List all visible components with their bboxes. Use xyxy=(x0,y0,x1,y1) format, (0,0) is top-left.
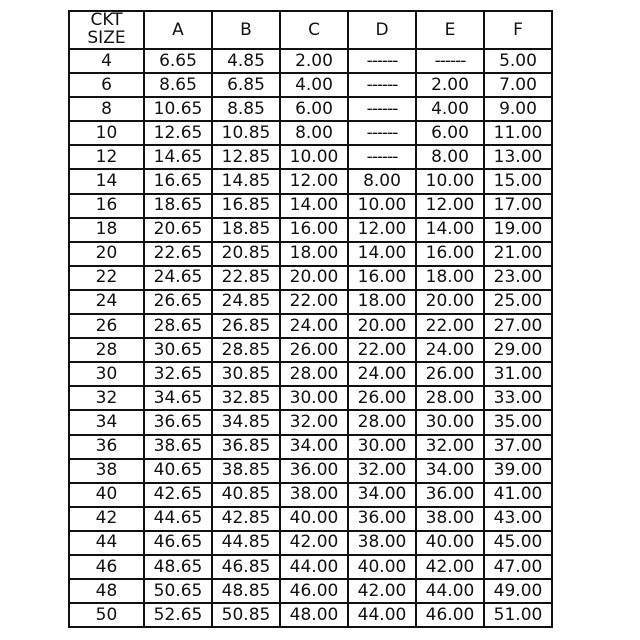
header-d: D xyxy=(348,11,416,49)
cell-e: 28.00 xyxy=(416,386,484,410)
cell-f: 47.00 xyxy=(484,555,552,579)
cell-a: 22.65 xyxy=(144,242,212,266)
cell-c: 22.00 xyxy=(280,290,348,314)
header-c: C xyxy=(280,11,348,49)
cell-ckt-size: 20 xyxy=(69,242,144,266)
table-row xyxy=(69,49,552,73)
table-row xyxy=(69,410,552,434)
cell-f: 17.00 xyxy=(484,194,552,218)
cell-d: ------ xyxy=(348,97,416,121)
table-row xyxy=(69,579,552,603)
cell-a: 28.65 xyxy=(144,314,212,338)
cell-c: 46.00 xyxy=(280,579,348,603)
cell-c: 2.00 xyxy=(280,49,348,73)
cell-c: 16.00 xyxy=(280,218,348,242)
cell-b: 36.85 xyxy=(212,435,280,459)
cell-d: 40.00 xyxy=(348,555,416,579)
cell-a: 26.65 xyxy=(144,290,212,314)
cell-e: 4.00 xyxy=(416,97,484,121)
table-body xyxy=(69,49,552,627)
cell-b: 44.85 xyxy=(212,531,280,555)
cell-e: 34.00 xyxy=(416,459,484,483)
table-row xyxy=(69,483,552,507)
cell-f: 7.00 xyxy=(484,73,552,97)
cell-c: 6.00 xyxy=(280,97,348,121)
table-row xyxy=(69,145,552,169)
table-row xyxy=(69,73,552,97)
cell-d: 16.00 xyxy=(348,266,416,290)
cell-f: 31.00 xyxy=(484,362,552,386)
cell-b: 48.85 xyxy=(212,579,280,603)
cell-f: 25.00 xyxy=(484,290,552,314)
cell-b: 32.85 xyxy=(212,386,280,410)
cell-ckt-size: 22 xyxy=(69,266,144,290)
cell-a: 20.65 xyxy=(144,218,212,242)
cell-c: 44.00 xyxy=(280,555,348,579)
cell-f: 37.00 xyxy=(484,435,552,459)
cell-a: 6.65 xyxy=(144,49,212,73)
cell-b: 50.85 xyxy=(212,603,280,627)
header-size-label: SIZE xyxy=(87,28,126,48)
cell-b: 6.85 xyxy=(212,73,280,97)
dimension-table xyxy=(68,10,553,628)
cell-f: 23.00 xyxy=(484,266,552,290)
cell-a: 50.65 xyxy=(144,579,212,603)
cell-ckt-size: 4 xyxy=(69,49,144,73)
cell-a: 38.65 xyxy=(144,435,212,459)
cell-b: 38.85 xyxy=(212,459,280,483)
table-row xyxy=(69,435,552,459)
cell-c: 42.00 xyxy=(280,531,348,555)
table-row xyxy=(69,338,552,362)
cell-d: 12.00 xyxy=(348,218,416,242)
cell-c: 18.00 xyxy=(280,242,348,266)
cell-a: 46.65 xyxy=(144,531,212,555)
cell-b: 34.85 xyxy=(212,410,280,434)
table-row xyxy=(69,242,552,266)
cell-a: 32.65 xyxy=(144,362,212,386)
cell-e: 46.00 xyxy=(416,603,484,627)
cell-f: 45.00 xyxy=(484,531,552,555)
cell-ckt-size: 32 xyxy=(69,386,144,410)
cell-e: 12.00 xyxy=(416,194,484,218)
cell-c: 24.00 xyxy=(280,314,348,338)
cell-ckt-size: 44 xyxy=(69,531,144,555)
header-e: E xyxy=(416,11,484,49)
cell-e: 6.00 xyxy=(416,121,484,145)
cell-a: 52.65 xyxy=(144,603,212,627)
cell-b: 16.85 xyxy=(212,194,280,218)
cell-a: 18.65 xyxy=(144,194,212,218)
cell-d: 18.00 xyxy=(348,290,416,314)
cell-a: 44.65 xyxy=(144,507,212,531)
cell-f: 9.00 xyxy=(484,97,552,121)
cell-c: 30.00 xyxy=(280,386,348,410)
cell-c: 34.00 xyxy=(280,435,348,459)
cell-b: 46.85 xyxy=(212,555,280,579)
cell-ckt-size: 30 xyxy=(69,362,144,386)
cell-c: 48.00 xyxy=(280,603,348,627)
header-ckt-label: CKT xyxy=(90,11,123,31)
cell-a: 40.65 xyxy=(144,459,212,483)
table-row xyxy=(69,194,552,218)
table-row xyxy=(69,603,552,627)
cell-a: 36.65 xyxy=(144,410,212,434)
cell-d: 38.00 xyxy=(348,531,416,555)
cell-f: 15.00 xyxy=(484,169,552,193)
cell-e: 14.00 xyxy=(416,218,484,242)
cell-ckt-size: 24 xyxy=(69,290,144,314)
header-ckt-size xyxy=(69,11,144,49)
table-row xyxy=(69,290,552,314)
cell-b: 28.85 xyxy=(212,338,280,362)
table-row xyxy=(69,531,552,555)
cell-ckt-size: 40 xyxy=(69,483,144,507)
cell-d: ------ xyxy=(348,73,416,97)
cell-e: 40.00 xyxy=(416,531,484,555)
table-row xyxy=(69,386,552,410)
cell-d: 20.00 xyxy=(348,314,416,338)
cell-d: ------ xyxy=(348,121,416,145)
table-row xyxy=(69,266,552,290)
cell-ckt-size: 48 xyxy=(69,579,144,603)
cell-e: 20.00 xyxy=(416,290,484,314)
cell-ckt-size: 6 xyxy=(69,73,144,97)
cell-e: 24.00 xyxy=(416,338,484,362)
cell-ckt-size: 18 xyxy=(69,218,144,242)
cell-a: 24.65 xyxy=(144,266,212,290)
cell-e: 32.00 xyxy=(416,435,484,459)
cell-d: 28.00 xyxy=(348,410,416,434)
cell-a: 42.65 xyxy=(144,483,212,507)
cell-a: 8.65 xyxy=(144,73,212,97)
cell-b: 22.85 xyxy=(212,266,280,290)
cell-ckt-size: 14 xyxy=(69,169,144,193)
cell-f: 39.00 xyxy=(484,459,552,483)
cell-b: 4.85 xyxy=(212,49,280,73)
cell-e: 42.00 xyxy=(416,555,484,579)
cell-c: 40.00 xyxy=(280,507,348,531)
header-a: A xyxy=(144,11,212,49)
cell-f: 5.00 xyxy=(484,49,552,73)
cell-e: 44.00 xyxy=(416,579,484,603)
cell-a: 10.65 xyxy=(144,97,212,121)
cell-f: 21.00 xyxy=(484,242,552,266)
cell-c: 12.00 xyxy=(280,169,348,193)
cell-d: 14.00 xyxy=(348,242,416,266)
cell-f: 19.00 xyxy=(484,218,552,242)
cell-b: 14.85 xyxy=(212,169,280,193)
cell-f: 41.00 xyxy=(484,483,552,507)
cell-d: 44.00 xyxy=(348,603,416,627)
cell-ckt-size: 50 xyxy=(69,603,144,627)
cell-e: 2.00 xyxy=(416,73,484,97)
cell-c: 38.00 xyxy=(280,483,348,507)
cell-d: 8.00 xyxy=(348,169,416,193)
table-row xyxy=(69,121,552,145)
cell-ckt-size: 38 xyxy=(69,459,144,483)
cell-d: 10.00 xyxy=(348,194,416,218)
cell-e: 18.00 xyxy=(416,266,484,290)
cell-ckt-size: 26 xyxy=(69,314,144,338)
cell-ckt-size: 46 xyxy=(69,555,144,579)
cell-e: 22.00 xyxy=(416,314,484,338)
cell-c: 20.00 xyxy=(280,266,348,290)
cell-ckt-size: 42 xyxy=(69,507,144,531)
cell-d: 30.00 xyxy=(348,435,416,459)
table-row xyxy=(69,507,552,531)
table-row xyxy=(69,218,552,242)
cell-a: 14.65 xyxy=(144,145,212,169)
cell-b: 8.85 xyxy=(212,97,280,121)
table-row xyxy=(69,169,552,193)
table-row xyxy=(69,459,552,483)
cell-b: 10.85 xyxy=(212,121,280,145)
cell-ckt-size: 16 xyxy=(69,194,144,218)
header-b: B xyxy=(212,11,280,49)
cell-c: 14.00 xyxy=(280,194,348,218)
cell-e: ------ xyxy=(416,49,484,73)
cell-ckt-size: 36 xyxy=(69,435,144,459)
cell-c: 26.00 xyxy=(280,338,348,362)
header-f: F xyxy=(484,11,552,49)
cell-b: 20.85 xyxy=(212,242,280,266)
cell-e: 26.00 xyxy=(416,362,484,386)
cell-b: 26.85 xyxy=(212,314,280,338)
cell-e: 38.00 xyxy=(416,507,484,531)
cell-b: 12.85 xyxy=(212,145,280,169)
table-row xyxy=(69,362,552,386)
cell-a: 34.65 xyxy=(144,386,212,410)
cell-b: 40.85 xyxy=(212,483,280,507)
cell-ckt-size: 8 xyxy=(69,97,144,121)
cell-f: 33.00 xyxy=(484,386,552,410)
cell-ckt-size: 34 xyxy=(69,410,144,434)
cell-f: 49.00 xyxy=(484,579,552,603)
cell-b: 18.85 xyxy=(212,218,280,242)
cell-b: 30.85 xyxy=(212,362,280,386)
cell-d: ------ xyxy=(348,145,416,169)
cell-c: 32.00 xyxy=(280,410,348,434)
cell-b: 42.85 xyxy=(212,507,280,531)
cell-d: 22.00 xyxy=(348,338,416,362)
cell-f: 43.00 xyxy=(484,507,552,531)
cell-b: 24.85 xyxy=(212,290,280,314)
cell-d: 42.00 xyxy=(348,579,416,603)
cell-d: 34.00 xyxy=(348,483,416,507)
header-row xyxy=(69,11,552,49)
cell-a: 48.65 xyxy=(144,555,212,579)
cell-d: 32.00 xyxy=(348,459,416,483)
table-row xyxy=(69,314,552,338)
cell-f: 35.00 xyxy=(484,410,552,434)
cell-d: 24.00 xyxy=(348,362,416,386)
cell-f: 27.00 xyxy=(484,314,552,338)
cell-f: 11.00 xyxy=(484,121,552,145)
cell-e: 8.00 xyxy=(416,145,484,169)
cell-f: 51.00 xyxy=(484,603,552,627)
cell-e: 36.00 xyxy=(416,483,484,507)
cell-a: 12.65 xyxy=(144,121,212,145)
cell-e: 16.00 xyxy=(416,242,484,266)
cell-ckt-size: 28 xyxy=(69,338,144,362)
table-row xyxy=(69,97,552,121)
cell-a: 30.65 xyxy=(144,338,212,362)
cell-c: 28.00 xyxy=(280,362,348,386)
cell-a: 16.65 xyxy=(144,169,212,193)
cell-c: 8.00 xyxy=(280,121,348,145)
cell-c: 36.00 xyxy=(280,459,348,483)
cell-f: 29.00 xyxy=(484,338,552,362)
cell-c: 10.00 xyxy=(280,145,348,169)
table-row xyxy=(69,555,552,579)
cell-f: 13.00 xyxy=(484,145,552,169)
cell-d: 26.00 xyxy=(348,386,416,410)
cell-ckt-size: 12 xyxy=(69,145,144,169)
cell-c: 4.00 xyxy=(280,73,348,97)
cell-d: 36.00 xyxy=(348,507,416,531)
cell-ckt-size: 10 xyxy=(69,121,144,145)
cell-d: ------ xyxy=(348,49,416,73)
cell-e: 30.00 xyxy=(416,410,484,434)
cell-e: 10.00 xyxy=(416,169,484,193)
